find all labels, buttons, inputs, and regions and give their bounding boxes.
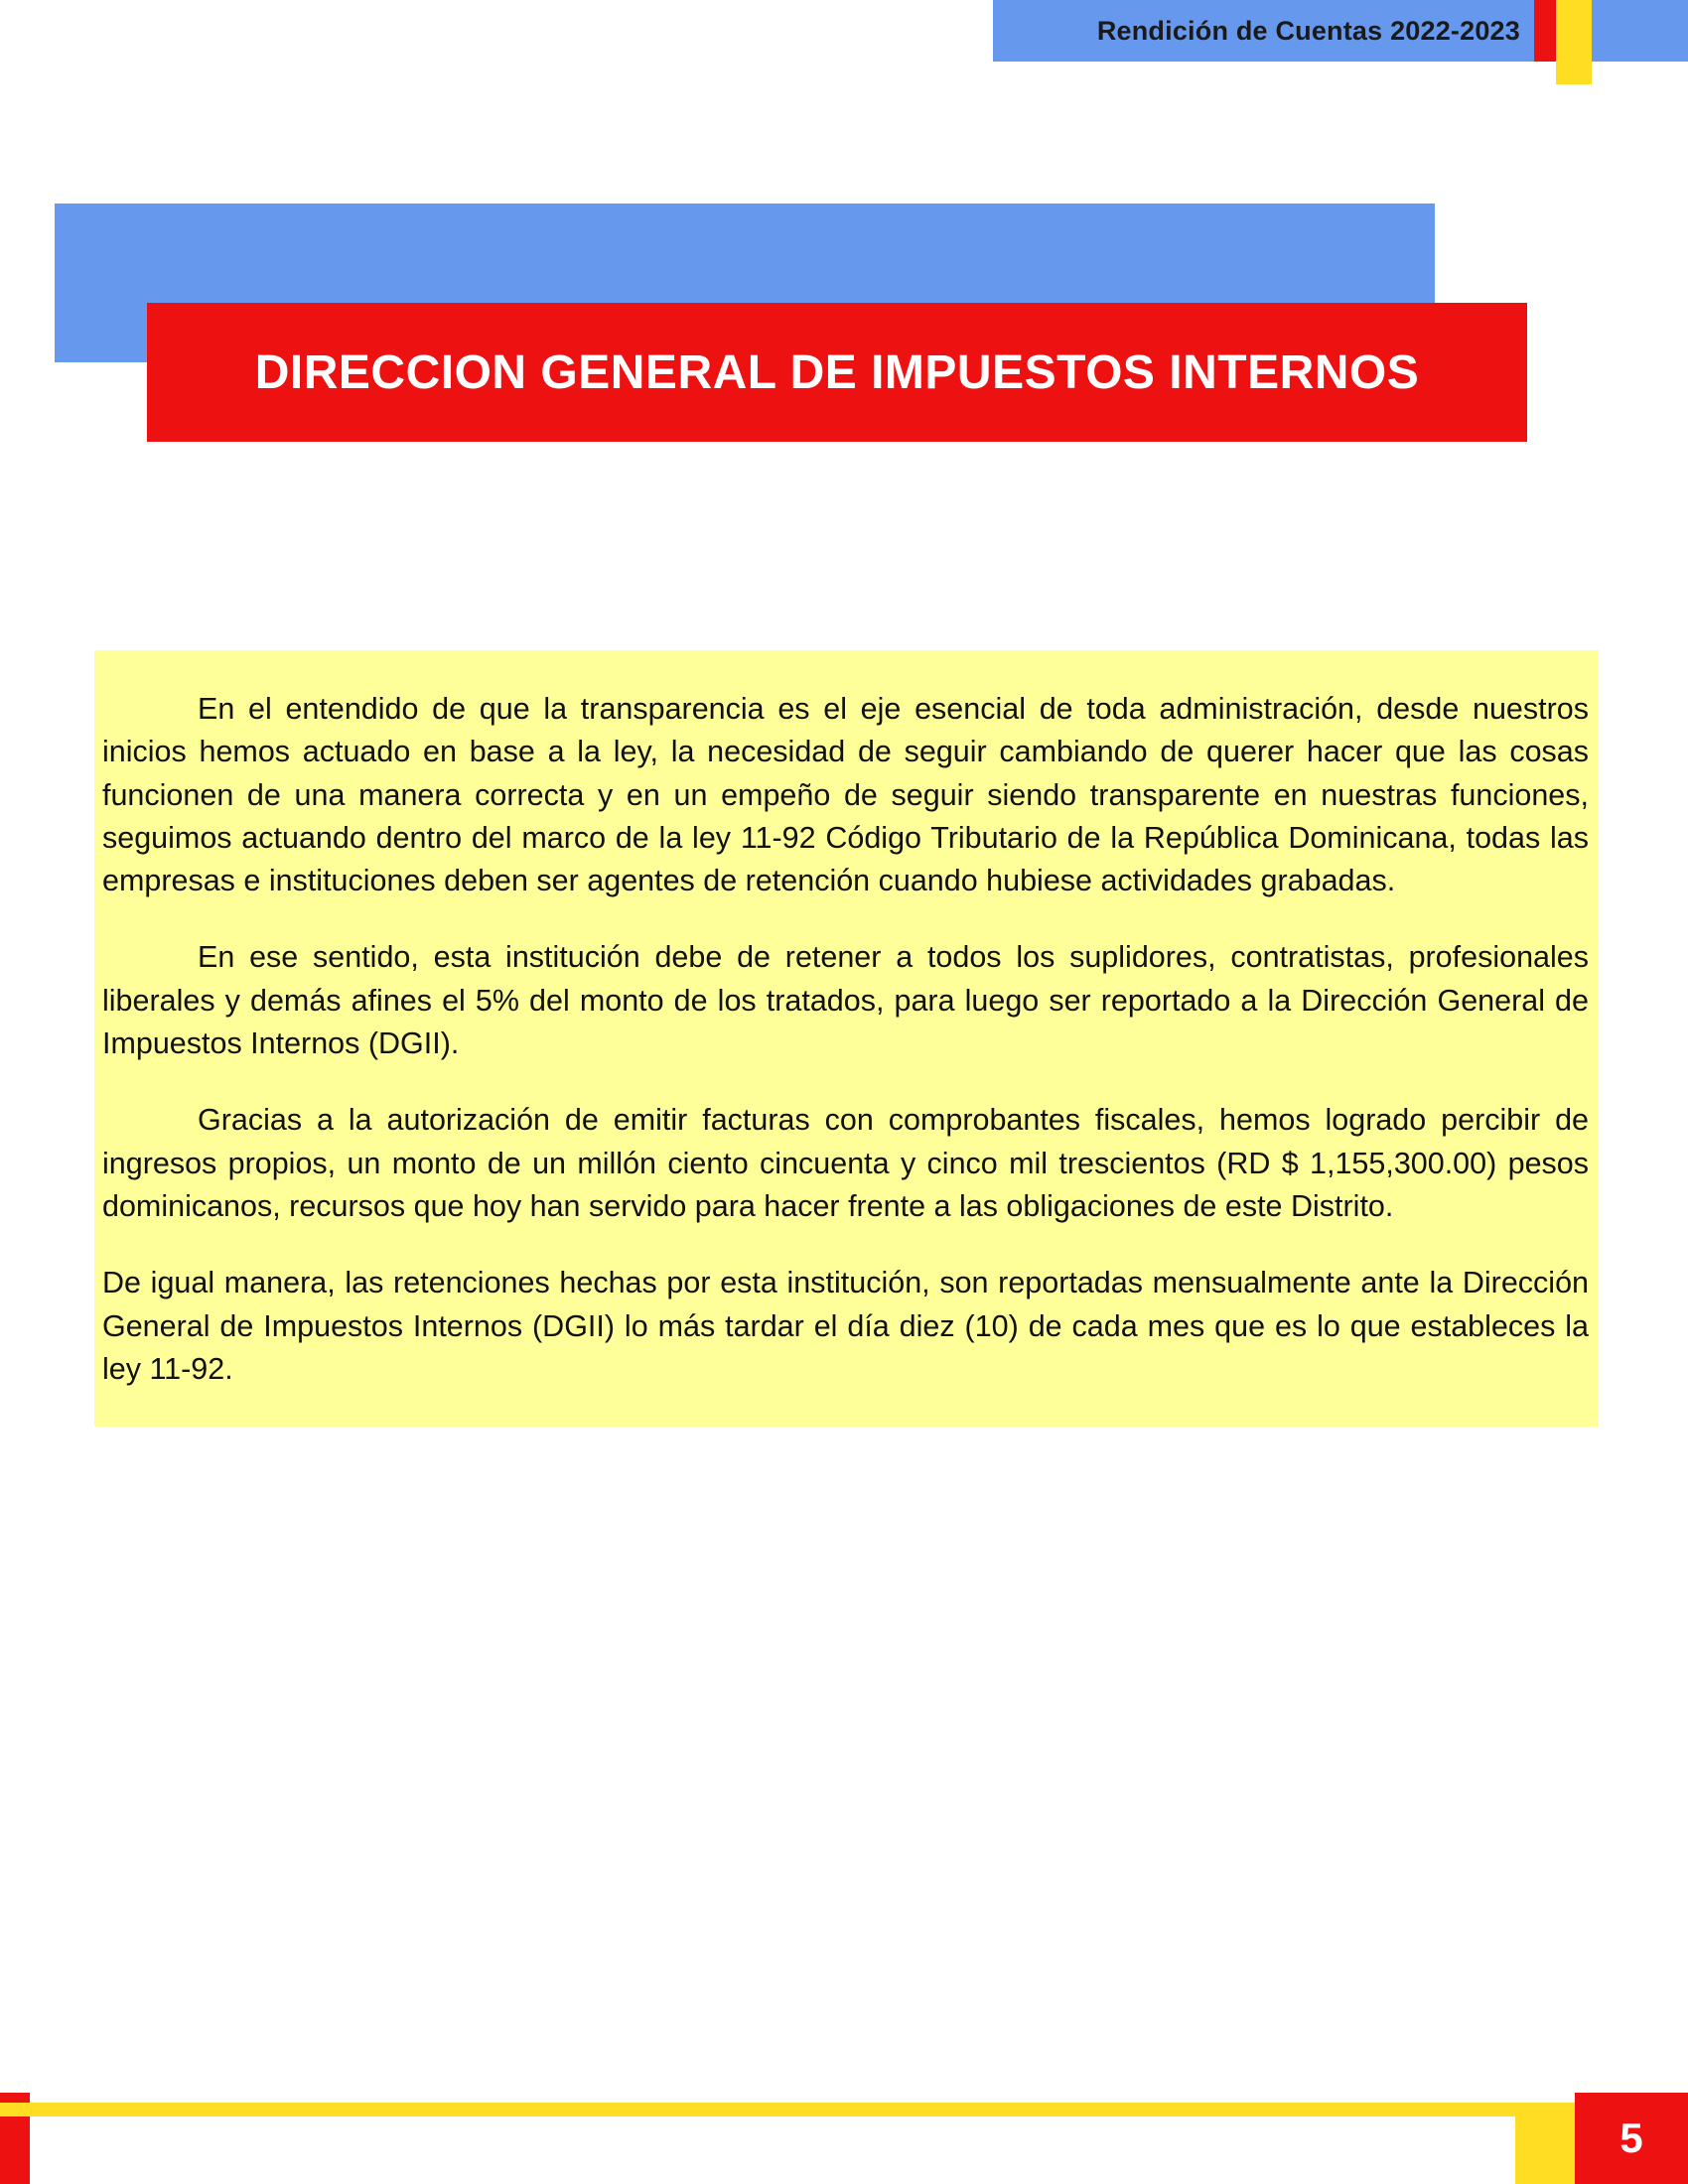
paragraph-2: En ese sentido, esta institución debe de retener a todos los suplidores, contratistas, profesionales liberales y demás afines el 5% del monto de los tratados, para luego ser reportado a la Dirección General de Impuestos Internos (DGII). xyxy=(102,940,1589,1061)
paragraph-3: Gracias a la autorización de emitir facturas con comprobantes fiscales, hemos logrado percibir de ingresos propios, un monto de un millón ciento cincuenta y cinco mil trescientos (RD $ 1,155,300.00) pesos dominicanos, recursos que hoy han servido para hacer frente a las obligaciones de este Distrito. xyxy=(102,1103,1589,1223)
header-blue-accent xyxy=(1592,0,1688,62)
paragraph-4: De igual manera, las retenciones hechas por esta institución, son reportadas mensualmente ante la Dirección General de Impuestos Internos (DGII) lo más tardar el día diez (10) de cada mes que es lo que estableces la ley 11-92. xyxy=(102,1266,1589,1386)
page-title-banner xyxy=(147,303,1527,442)
header-banner-label: Rendición de Cuentas 2022-2023 xyxy=(1096,15,1520,46)
paragraph-1: En el entendido de que la transparencia es el eje esencial de toda administración, desde nuestros inicios hemos actuado en base a la ley, la necesidad de seguir cambiando de querer hacer que las cosas funcionen de una manera correcta y en un empeño de seguir siendo transparente en nuestras funciones, seguimos actuando dentro del marco de la ley 11-92 Código Tributario de la República Dominicana, todas las empresas e instituciones deben ser agentes de retención cuando hubiese actividades grabadas. xyxy=(102,692,1589,898)
page-number: 5 xyxy=(1619,2115,1643,2161)
page-title: DIRECCION GENERAL DE IMPUESTOS INTERNOS xyxy=(254,345,1420,399)
header-yellow-accent xyxy=(1556,0,1592,84)
footer-page-number-badge xyxy=(1575,2093,1688,2184)
header-red-accent xyxy=(1534,0,1556,62)
footer-yellow-rule xyxy=(0,2103,1529,2116)
body-text-block xyxy=(94,650,1599,1427)
footer-yellow-accent xyxy=(1515,2103,1575,2184)
